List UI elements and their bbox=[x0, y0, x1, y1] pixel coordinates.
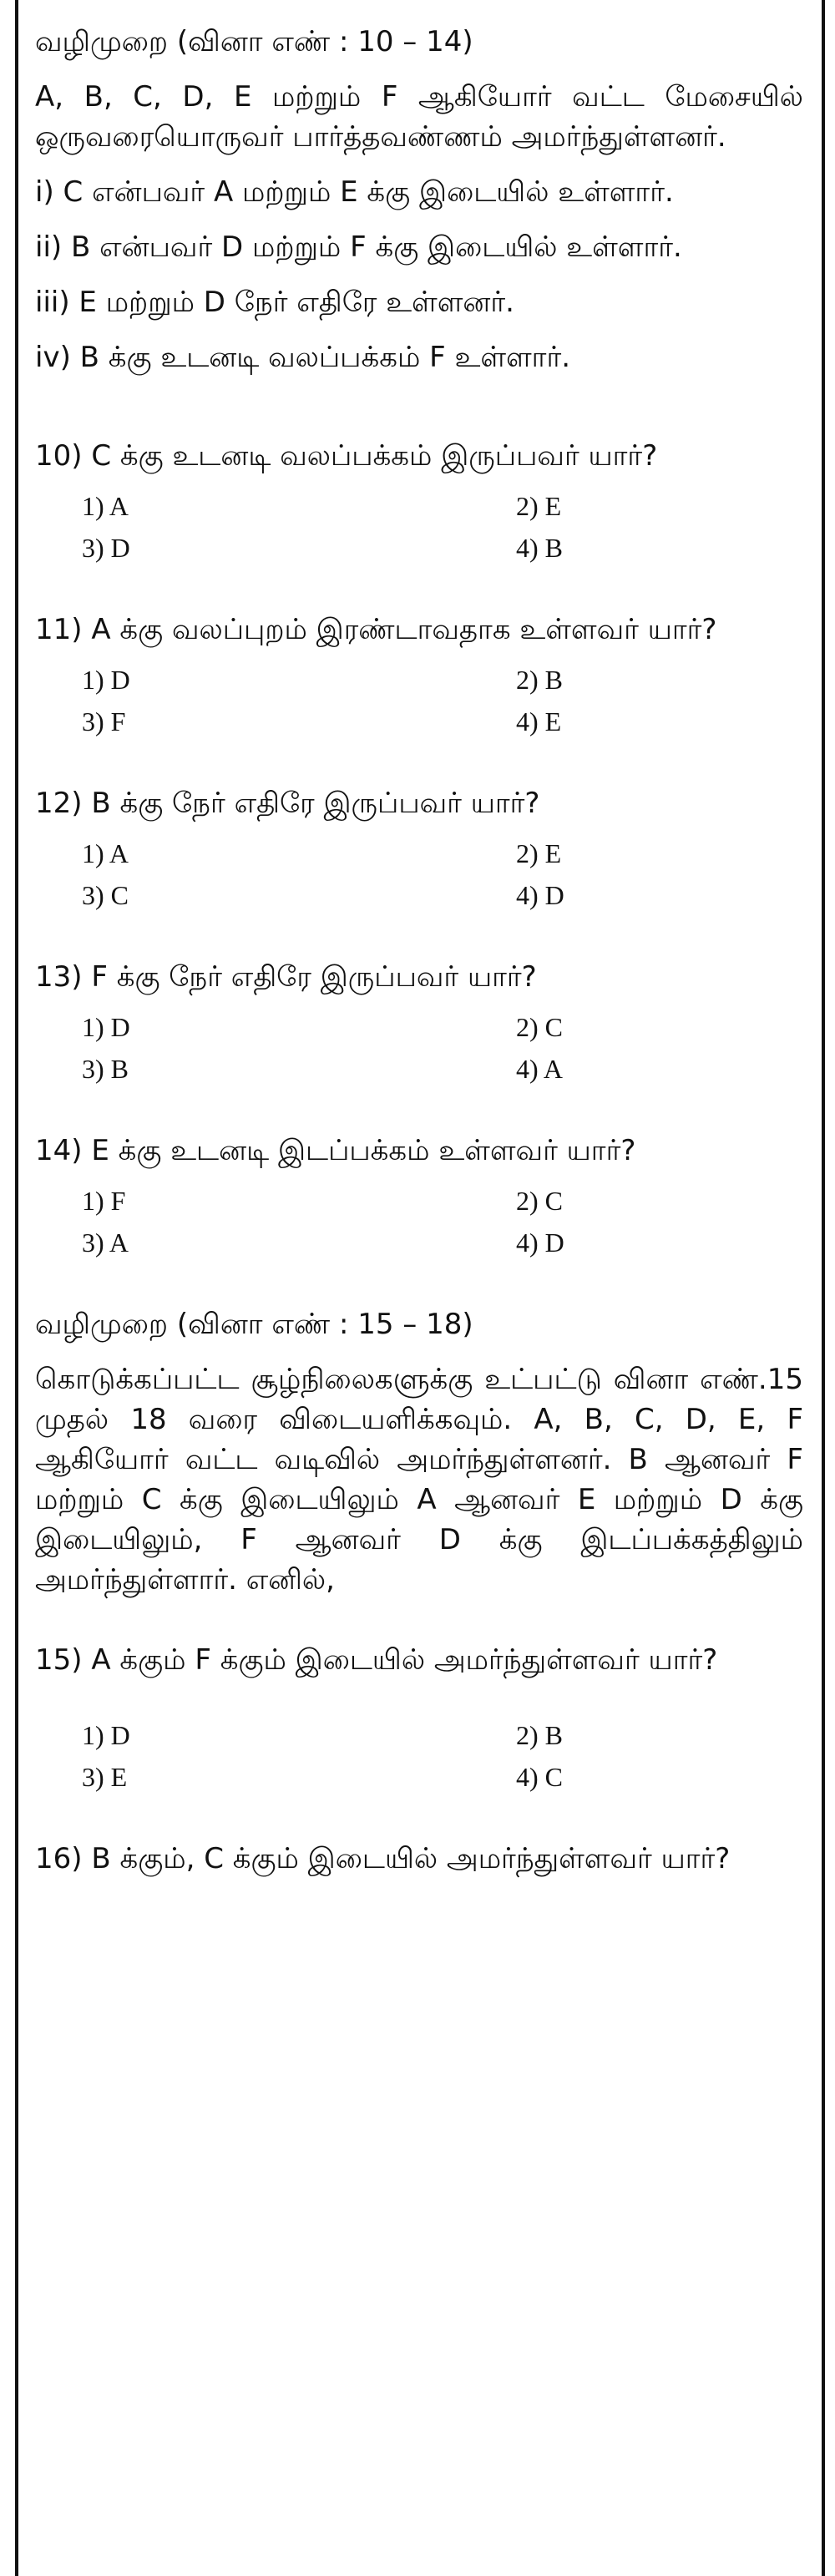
option-1[interactable]: 1) D bbox=[82, 1012, 130, 1042]
answer-options bbox=[82, 661, 803, 740]
spacer bbox=[35, 1692, 803, 1717]
option-3[interactable]: 3) B bbox=[82, 1054, 129, 1084]
question-text: 15) A க்கும் F க்கும் இடையில் அமர்ந்துள்ளவர் யார்? bbox=[35, 1643, 718, 1677]
option-1[interactable]: 1) F bbox=[82, 1186, 126, 1216]
section-heading: வழிமுறை (வினா எண் : 10 – 14) bbox=[35, 25, 473, 58]
condition-i: i) C என்பவர் A மற்றும் E க்கு இடையில் உள்ளார். bbox=[35, 175, 674, 209]
question-13 bbox=[35, 957, 803, 1087]
option-3[interactable]: 3) E bbox=[82, 1762, 128, 1792]
option-3[interactable]: 3) A bbox=[82, 1227, 129, 1258]
option-3[interactable]: 3) F bbox=[82, 706, 126, 736]
option-1[interactable]: 1) A bbox=[82, 491, 129, 521]
option-1[interactable]: 1) D bbox=[82, 1720, 130, 1750]
spacer bbox=[35, 740, 803, 783]
option-2[interactable]: 2) E bbox=[516, 838, 562, 868]
question-15 bbox=[35, 1640, 803, 1795]
question-text: 16) B க்கும், C க்கும் இடையில் அமர்ந்துள்ளவர் யார்? bbox=[35, 1842, 731, 1875]
question-text: 11) A க்கு வலப்புறம் இரண்டாவதாக உள்ளவர் யார்? bbox=[35, 613, 717, 646]
option-1[interactable]: 1) D bbox=[82, 665, 130, 695]
option-2[interactable]: 2) C bbox=[516, 1012, 563, 1042]
option-2[interactable]: 2) B bbox=[516, 665, 563, 695]
question-text: 14) E க்கு உடனடி இடப்பக்கம் உள்ளவர் யார்? bbox=[35, 1134, 636, 1167]
question-12 bbox=[35, 783, 803, 913]
option-4[interactable]: 4) D bbox=[516, 1227, 564, 1258]
question-11 bbox=[35, 610, 803, 740]
question-text: 13) F க்கு நேர் எதிரே இருப்பவர் யார்? bbox=[35, 960, 537, 994]
document-content bbox=[35, 22, 803, 1890]
section2-heading: வழிமுறை (வினா எண் : 15 – 18) bbox=[35, 1308, 473, 1341]
answer-options bbox=[82, 1009, 803, 1087]
option-4[interactable]: 4) B bbox=[516, 533, 563, 563]
question-text: 12) B க்கு நேர் எதிரே இருப்பவர் யார்? bbox=[35, 787, 540, 820]
option-3[interactable]: 3) C bbox=[82, 880, 129, 910]
spacer bbox=[35, 392, 803, 436]
spacer bbox=[35, 1795, 803, 1839]
option-4[interactable]: 4) D bbox=[516, 880, 564, 910]
spacer bbox=[35, 1261, 803, 1304]
condition-ii: ii) B என்பவர் D மற்றும் F க்கு இடையில் உள்ளார். bbox=[35, 230, 682, 264]
spacer bbox=[35, 913, 803, 957]
option-2[interactable]: 2) B bbox=[516, 1720, 563, 1750]
question-16 bbox=[35, 1839, 803, 1879]
spacer bbox=[35, 1087, 803, 1131]
answer-options bbox=[82, 1182, 803, 1261]
question-10 bbox=[35, 436, 803, 566]
spacer bbox=[35, 1615, 803, 1640]
question-text: 10) C க்கு உடனடி வலப்பக்கம் இருப்பவர் யார்? bbox=[35, 439, 658, 473]
answer-options bbox=[82, 488, 803, 566]
left-border bbox=[15, 0, 18, 2576]
question-14 bbox=[35, 1131, 803, 1261]
right-border bbox=[822, 0, 825, 2576]
option-1[interactable]: 1) A bbox=[82, 838, 129, 868]
option-2[interactable]: 2) C bbox=[516, 1186, 563, 1216]
option-4[interactable]: 4) E bbox=[516, 706, 562, 736]
section2-paragraph: கொடுக்கப்பட்ட சூழ்நிலைகளுக்கு உட்பட்டு வினா எண்.15 முதல் 18 வரை விடையளிக்கவும். A, B, C, D, E, F ஆகியோர் வட்ட வடிவில் அமர்ந்துள்ளனர். B ஆனவர் F மற்றும் C க்கு இடையிலும் A ஆனவர் E மற்றும் D க்கு இடையிலும், F ஆனவர் D க்கு இடப்பக்கத்திலும் அமர்ந்துள்ளார். எனில், bbox=[35, 1363, 803, 1597]
option-4[interactable]: 4) A bbox=[516, 1054, 563, 1084]
instruction-paragraph: A, B, C, D, E மற்றும் F ஆகியோர் வட்ட மேசையில் ஒருவரையொருவர் பார்த்தவண்ணம் அமர்ந்துள்ளனர். bbox=[35, 80, 803, 154]
answer-options bbox=[82, 1717, 803, 1795]
condition-iv: iv) B க்கு உடனடி வலப்பக்கம் F உள்ளார். bbox=[35, 341, 571, 374]
answer-options bbox=[82, 835, 803, 913]
option-4[interactable]: 4) C bbox=[516, 1762, 563, 1792]
option-3[interactable]: 3) D bbox=[82, 533, 130, 563]
condition-iii: iii) E மற்றும் D நேர் எதிரே உள்ளனர். bbox=[35, 286, 514, 319]
spacer bbox=[35, 566, 803, 610]
option-2[interactable]: 2) E bbox=[516, 491, 562, 521]
